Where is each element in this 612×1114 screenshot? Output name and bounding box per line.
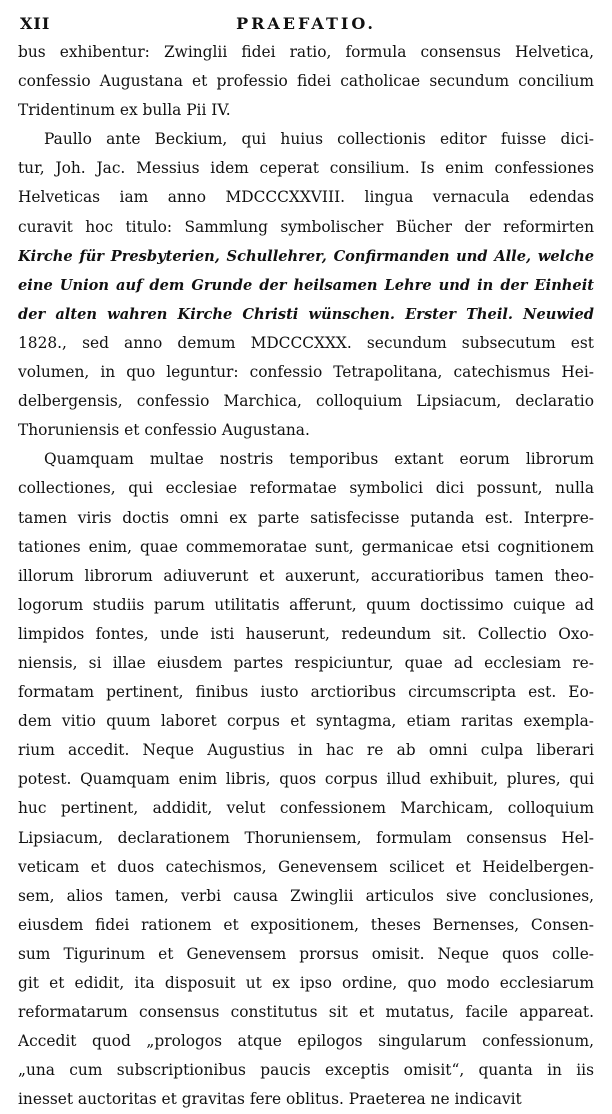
text-line: Helveticas iam anno MDCCCXXVIII. lingua vernacula edendas bbox=[18, 188, 594, 207]
text-line: bus exhibentur: Zwinglii fidei ratio, formula consensus Helvetica, bbox=[18, 43, 594, 61]
text-line: git et edidit, ita disposuit ut ex ipso ordine, quo modo ecclesiarum bbox=[18, 974, 594, 992]
text-line: eiusdem fidei rationem et expositionem, theses Bernenses, Consen- bbox=[18, 915, 594, 934]
book-page bbox=[18, 8, 594, 1114]
text-line: Lipsiacum, declarationem Thoruniensem, formulam consensus Hel- bbox=[18, 828, 594, 847]
text-line: dem vitio quum laboret corpus et syntagma, etiam raritas exempla- bbox=[18, 712, 594, 731]
text-line: eine Union auf dem Grunde der heilsamen Lehre und in der Einheit bbox=[18, 276, 594, 294]
text-line: sum Tigurinum et Genevensem prorsus omisit. Neque quos colle- bbox=[18, 944, 594, 963]
text-line: reformatarum consensus constitutus sit et mutatus, facile appareat. bbox=[18, 1003, 594, 1022]
text-line: illorum librorum adiuverunt et auxerunt, accuratioribus tamen theo- bbox=[18, 566, 594, 585]
text-line: Paullo ante Beckium, qui huius collectionis editor fuisse dici- bbox=[44, 130, 594, 149]
paragraph bbox=[18, 445, 594, 1114]
text-line: Thoruniensis et confessio Augustana. bbox=[18, 421, 310, 440]
text-line: huc pertinent, addidit, velut confessionem Marchicam, colloquium bbox=[18, 799, 594, 818]
text-line: formatam pertinent, finibus iusto arctioribus circumscripta est. Eo- bbox=[18, 683, 594, 702]
text-line: 1828., sed anno demum MDCCCXXX. secundum subsecutum est bbox=[18, 333, 594, 352]
text-line: tamen viris doctis omni ex parte satisfecisse putanda est. Interpre- bbox=[18, 508, 594, 527]
text-line: Quamquam multae nostris temporibus extant eorum librorum bbox=[44, 450, 594, 469]
paragraph bbox=[18, 125, 594, 445]
text-line: limpidos fontes, unde isti hauserunt, redeundum sit. Collectio Oxo- bbox=[18, 624, 594, 643]
text-line: tur, Joh. Jac. Messius idem ceperat consilium. Is enim confessiones bbox=[18, 159, 594, 178]
text-line: sem, alios tamen, verbi causa Zwinglii articulos sive conclusiones, bbox=[18, 886, 594, 905]
text-line: rium accedit. Neque Augustius in hac re ab omni culpa liberari bbox=[18, 741, 594, 760]
page-number: XII bbox=[20, 14, 51, 33]
text-line: collectiones, qui ecclesiae reformatae symbolici dici possunt, nulla bbox=[18, 479, 594, 498]
text-line: veticam et duos catechismos, Genevensem scilicet et Heidelbergen- bbox=[18, 857, 594, 876]
text-line: Accedit quod „prologos atque epilogos singularum confessionum, bbox=[18, 1032, 594, 1051]
text-line: logorum studiis parum utilitatis afferunt, quum doctissimo cuique ad bbox=[18, 595, 594, 614]
text-line: inesset auctoritas et gravitas fere oblitus. Praeterea ne indicavit bbox=[18, 1090, 522, 1109]
text-line: delbergensis, confessio Marchica, colloquium Lipsiacum, declaratio bbox=[18, 392, 594, 411]
text-line: niensis, si illae eiusdem partes respiciuntur, quae ad ecclesiam re- bbox=[18, 653, 594, 672]
text-line: Kirche für Presbyterien, Schullehrer, Confirmanden und Alle, welche bbox=[18, 247, 594, 265]
text-line: „una cum subscriptionibus paucis exceptis omisit“, quanta in iis bbox=[18, 1061, 594, 1080]
running-head bbox=[18, 8, 594, 38]
paragraph bbox=[18, 38, 594, 125]
text-line: confessio Augustana et professio fidei catholicae secundum concilium bbox=[18, 72, 594, 91]
text-line: volumen, in quo leguntur: confessio Tetrapolitana, catechismus Hei- bbox=[18, 363, 594, 382]
text-line: Tridentinum ex bulla Pii IV. bbox=[18, 101, 231, 120]
body-text bbox=[18, 38, 594, 1114]
running-title: PRAEFATIO. bbox=[236, 14, 376, 33]
text-line: der alten wahren Kirche Christi wünschen. Erster Theil. Neuwied bbox=[18, 305, 594, 323]
text-line: curavit hoc titulo: Sammlung symbolischer Bücher der reformirten bbox=[18, 217, 594, 236]
text-line: potest. Quamquam enim libris, quos corpus illud exhibuit, plures, qui bbox=[18, 770, 594, 789]
text-line: tationes enim, quae commemoratae sunt, germanicae etsi cognitionem bbox=[18, 537, 594, 556]
